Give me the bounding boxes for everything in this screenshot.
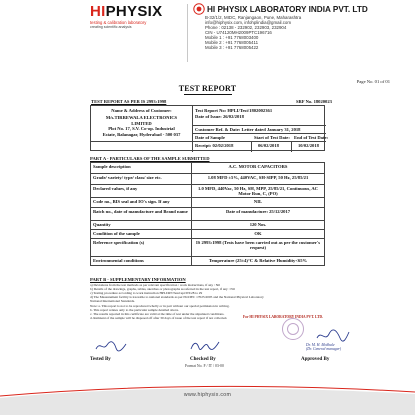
end-test-date: 10/02/2018 (298, 142, 319, 148)
row-label: Condition of the sample (91, 230, 192, 238)
table-row (91, 229, 324, 238)
table-row (91, 197, 324, 207)
approved-by-signature (315, 329, 351, 343)
tested-by-label: Tested By (90, 357, 111, 362)
phone-line: Phone : 02138 - 232902, 232903, 232904 (205, 25, 287, 30)
customer-info-table (90, 105, 329, 151)
row-label: Sample description (91, 163, 192, 173)
table-row (91, 207, 324, 220)
row-label: Batch no., date of manufacture and Brand name (91, 208, 192, 220)
sample-receipt-date: Receipt: 02/02/2018 (195, 142, 234, 148)
row-value: NIL (253, 199, 263, 204)
page-footer (0, 384, 415, 415)
customer-name: M/s.TIRREWALA ELECTRONICS (105, 115, 178, 120)
mobile-line-1: Mobile 1 : +91 7768003400 (205, 35, 259, 40)
page-number: Page No. 01 of 01 (356, 79, 390, 84)
mobile-line-2: Mobile 2 : +91 7768005411 (205, 40, 259, 45)
company-name: HI PHYSIX LABORATORY INDIA PVT. LTD (207, 5, 368, 14)
row-value: Temperature (25±4)°C & Relative Humidity<65% (208, 258, 308, 263)
table-row (91, 256, 324, 265)
row-value: OK (254, 231, 262, 236)
sample-receipt-label: Date of Sample (195, 135, 225, 140)
company-logo (90, 4, 185, 34)
website-link[interactable]: www.hiphysix.com (183, 392, 232, 398)
row-value: 1.0 MFD, 440Vac, 50 Hz, SH, MPP, 25/85/21, Continuous, AC Motor Run, C, (PO) (198, 186, 318, 197)
note-b: b. This report relates only to the particular sample detailed above. (90, 308, 180, 312)
page-title: TEST REPORT (178, 84, 237, 93)
part-b-heading: PART B - SUPPLEMENTARY INFORMATION (90, 277, 186, 282)
standard-heading: TEST REPORT AS PER IS 2993:1998 (91, 99, 167, 104)
letterhead (0, 0, 415, 66)
customer-label: Name & Address of Customer: (111, 108, 172, 113)
tested-by-signature (94, 339, 128, 353)
address-line-1: B-32/1/2, MIDC, Ranjangaon, Pune, Maharashtra (205, 15, 302, 20)
customer-reference: Customer Ref. & Date: Letter dated January 31, 2018 (195, 126, 301, 132)
row-value: 120 Nos. (249, 222, 267, 227)
row-value: Date of manufacture: 25/12/2017 (225, 209, 291, 214)
mobile-line-3: Mobile 3 : +91 7768005422 (205, 45, 259, 50)
approved-by-label: Approved By (301, 357, 330, 362)
table-row (91, 163, 324, 173)
table-row (91, 184, 324, 197)
date-of-issue: Date of Issue: 26/02/2018 (195, 114, 244, 119)
title-underline (184, 94, 232, 95)
cin-line: CIN - U74120MH2009PTC196716 (205, 30, 272, 35)
customer-address-1: Plot No. 17, S.V. Co-op. Industrial (108, 126, 175, 131)
logo-physix: PHYSIX (105, 3, 163, 20)
customer-address-2: Estate, Balanagar, Hyderabad - 500 037 (102, 131, 181, 137)
row-label: Reference specification (s) (91, 239, 192, 256)
end-test-label: End of Test Date: (294, 135, 329, 140)
report-number: Test Report No: HPLI/Test/1802002361 (195, 108, 273, 113)
approver-title: (Dr. General manager) (306, 347, 342, 352)
start-test-date: 06/02/2018 (258, 142, 279, 148)
table-row (91, 173, 324, 184)
start-test-label: Start of Test Date: (254, 135, 290, 140)
srf-number: SRF No. 18020023 (296, 99, 332, 104)
checked-by-signature (189, 338, 221, 352)
logo-subline: creating scientific analysis (90, 25, 132, 29)
logo-tagline: testing & calibration laboratory (90, 20, 147, 25)
company-emblem-icon (193, 3, 205, 15)
for-company-label: For HI PHYSIX LABORATORY INDIA PVT. LTD. (242, 315, 323, 319)
logo-hi: HI (90, 3, 106, 20)
supplementary-line-b: b) Details of the drawings, graphs, tables, sketches or photographs as referred in the test report, if any : Nil (90, 287, 235, 291)
row-label: Code no., BIS seal and IO's sign. If any (91, 198, 192, 207)
format-number: Format No. F / IT / 03-00 (185, 364, 224, 368)
note-d: d. Remnant of the sample will be disposed off after 30 days of issue of the test report if not collected. (90, 316, 228, 320)
table-row (91, 238, 324, 256)
company-seal-stamp (282, 318, 304, 340)
supplementary-line-d-cont: National International Standards. (90, 299, 135, 303)
part-a-heading: PART A - PARTICULARS OF THE SAMPLE SUBMITTED (90, 156, 210, 161)
row-label: Quantity (91, 221, 192, 229)
row-value: IS 2993:1998 (Tests have been carried out as per the customer's request) (195, 240, 321, 251)
checked-by-label: Checked By (190, 357, 216, 362)
supplementary-line-c: c) Testing procedure according to work instruction HPLI/RT/Test/rept/WI/28 to 29 (90, 291, 203, 295)
note-a: Note: a. This report is not to be reproduced wholly or in part without our special permission in writing. (90, 304, 230, 308)
customer-name-2: LIMITED (131, 120, 152, 126)
row-label: Grade/ variety/ type/ class/ size etc. (91, 174, 192, 184)
note-c: c. The results reported in this certificate are valid at the time of test under the stipulated conditions. (90, 312, 225, 316)
table-row (91, 220, 324, 229)
row-value: A.C. MOTOR CAPACITORS (228, 164, 288, 169)
supplementary-line-a: a) Deviations from the test methods as per relevant specification / work instructions, if any : Nil (90, 283, 221, 287)
email-line: info@hiphysix.com, infohplindia@gmail.com (205, 20, 292, 25)
approver-name: Dr. M. H. Mokhale (306, 343, 335, 347)
sample-particulars-table (90, 162, 325, 266)
row-value: 1.08 MFD ±5%, 440VAC, SH-SIPP, 50 Hz, 25/85/21 (207, 175, 309, 180)
footer-swoosh (0, 384, 415, 415)
header-divider (187, 4, 188, 62)
row-label: Declared values, if any (91, 185, 192, 197)
supplementary-line-d: d) The Measurement facility is traceable to national standards as per ISO/IEC 17025:2005 and the National Physical Laboratory (90, 295, 264, 299)
row-label: Environmental conditions (91, 257, 192, 265)
approver-details (306, 343, 341, 351)
